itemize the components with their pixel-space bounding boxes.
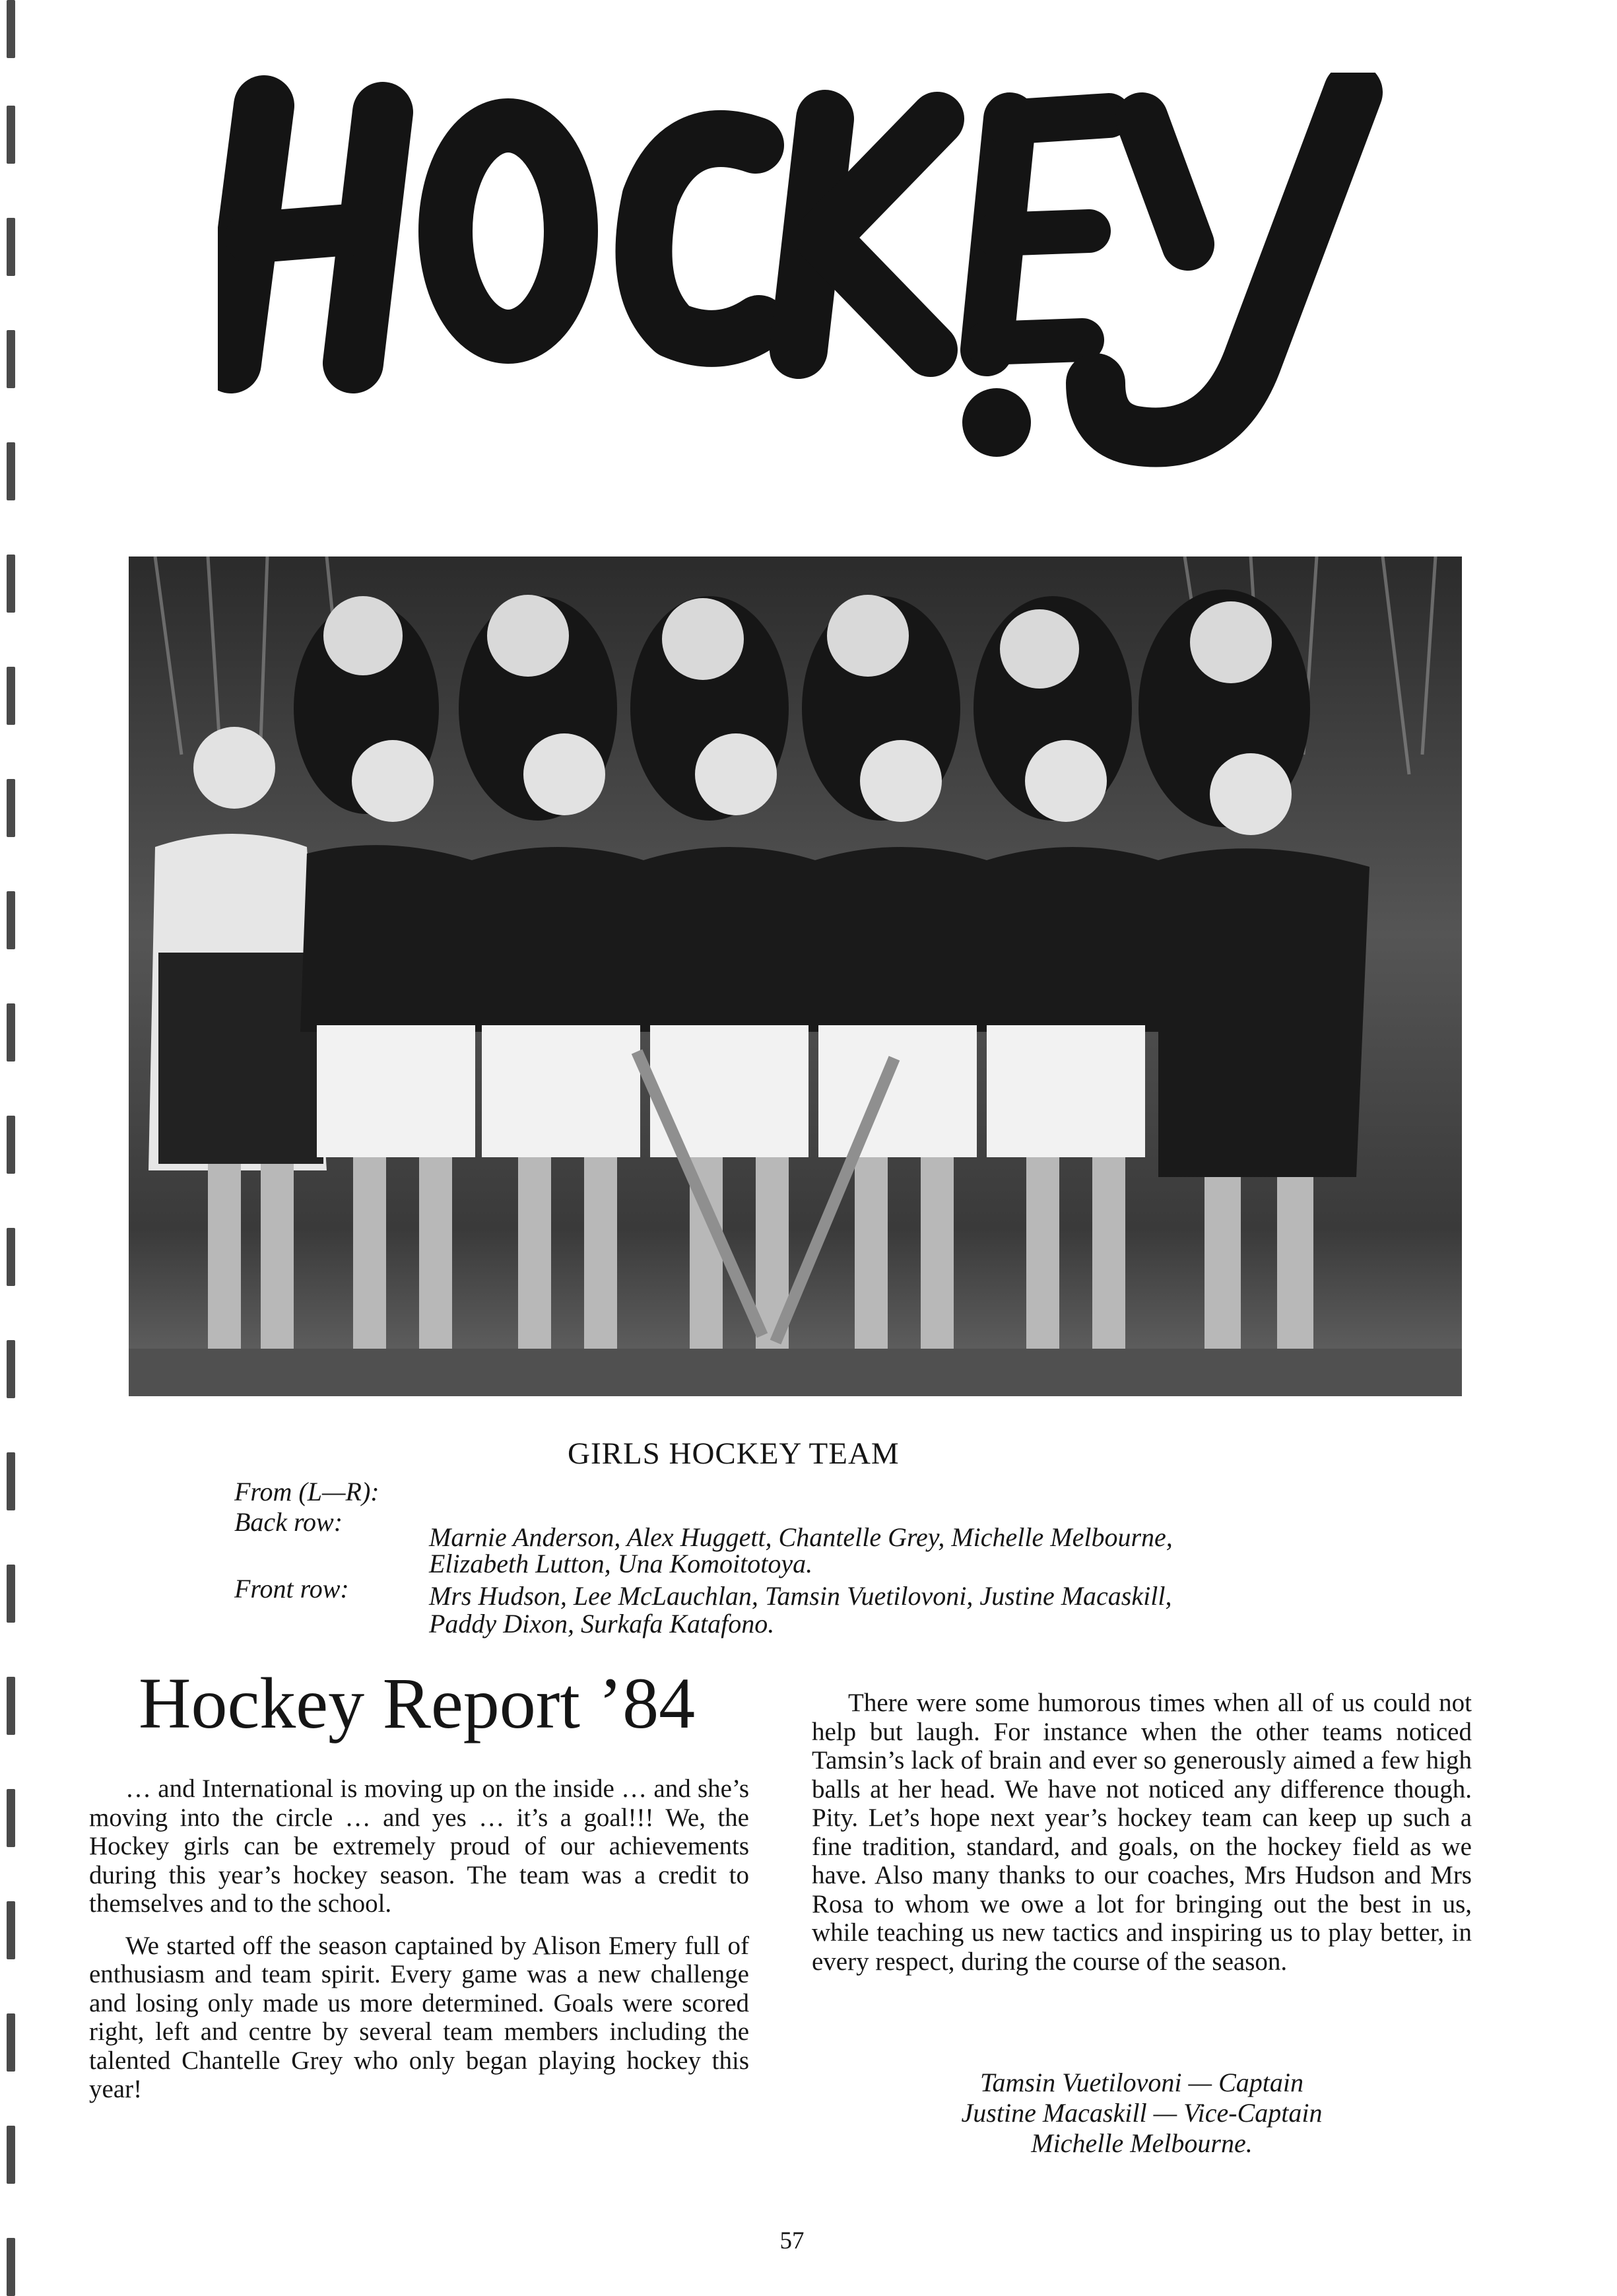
roster-from-label: From (L—R): (234, 1477, 380, 1506)
signoff-vice-captain: Justine Macaskill — Vice-Captain (961, 2098, 1323, 2128)
photo-caption-title: GIRLS HOCKEY TEAM (568, 1436, 900, 1471)
hockey-title-art (218, 73, 1406, 482)
roster-front-names-line2: Paddy Dixon, Surkafa Katafono. (429, 1609, 775, 1638)
report-paragraph: We started off the season captained by Alison Emery full of enthusiasm and team spirit. Every game was a new challenge and losing only made us more determined. Goals were scored right, left and centre by several team members including the talented Chantelle Grey who only began playing hockey this year! (89, 1931, 749, 2103)
report-left-column (89, 1774, 749, 2104)
report-right-column (812, 1689, 1472, 1976)
signoff-captain: Tamsin Vuetilovoni — Captain (979, 2068, 1304, 2097)
roster-front-names-line1: Mrs Hudson, Lee McLauchlan, Tamsin Vuetilovoni, Justine Macaskill, (429, 1581, 1172, 1611)
report-title: Hockey Report ’84 (139, 1663, 696, 1743)
report-paragraph: … and International is moving up on the inside … and she’s moving into the circle … and yes … it’s a goal!!! We, the Hockey girls can be extremely proud of our achievements during this year’s hockey season. The team was a credit to themselves and to the school. (89, 1774, 749, 1918)
report-paragraph: There were some humorous times when all of us could not help but laugh. For instance when the other teams noticed Tamsin’s lack of brain and ever so generously aimed a few high balls at her head. We have not noticed any difference though. Pity. Let’s hope next year’s hockey team can keep up such a fine tradition, standard, and goals, on the hockey field as we have. Also many thanks to our coaches, Mrs Hudson and Mrs Rosa to whom we owe a lot for bringing out the best in us, while teaching us new tactics and inspiring us to play better, in every respect, during the course of the season. (812, 1689, 1472, 1976)
signoff-author: Michelle Melbourne. (1031, 2128, 1253, 2158)
page-number: 57 (779, 2227, 805, 2254)
spiral-binding (0, 0, 40, 2292)
team-photo (129, 557, 1462, 1396)
roster-back-names-line2: Elizabeth Lutton, Una Komoitotoya. (429, 1549, 813, 1578)
roster-back-label: Back row: (234, 1507, 343, 1537)
report-signoff (851, 2068, 1432, 2159)
roster-front-label: Front row: (234, 1574, 349, 1604)
roster-back-names-line1: Marnie Anderson, Alex Huggett, Chantelle Grey, Michelle Melbourne, (429, 1522, 1173, 1552)
